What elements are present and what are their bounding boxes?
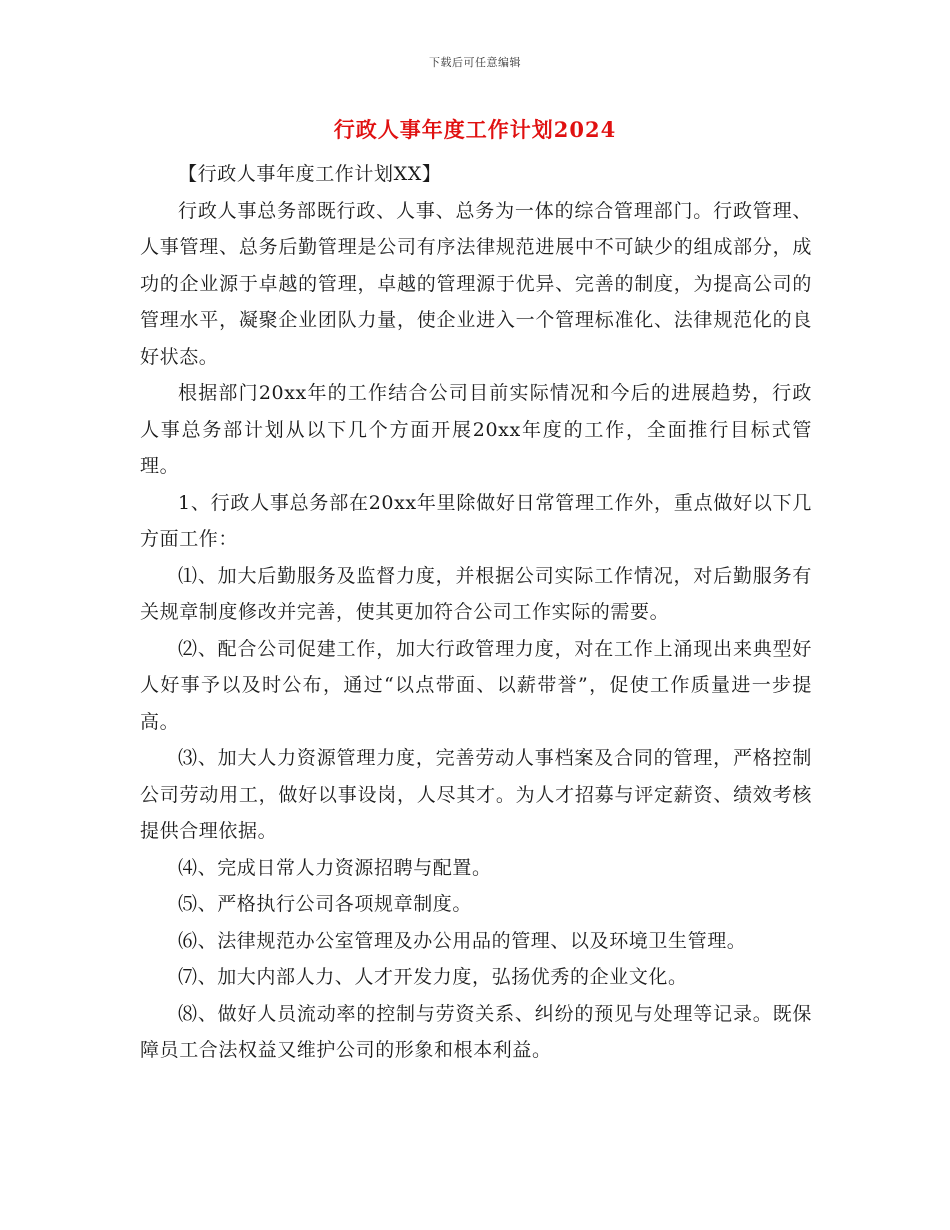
paragraph-subitem-3: ⑶、加大人力资源管理力度，完善劳动人事档案及合同的管理，严格控制公司劳动用工，做好以事设岗，人尽其才。为人才招募与评定薪资、绩效考核提供合理依据。 — [140, 747, 812, 842]
paragraph-subitem-7: ⑺、加大内部人力、人才开发力度，弘扬优秀的企业文化。 — [178, 966, 688, 988]
paragraph-subitem-4: ⑷、完成日常人力资源招聘与配置。 — [178, 856, 492, 879]
paragraph-plan: 根据部门20xx年的工作结合公司目前实际情况和今后的进展趋势，行政人事总务部计划从以下几个方面开展20xx年度的工作，全面推行目标式管理。 — [140, 382, 812, 477]
paragraph-subitem-8: ⑻、做好人员流动率的控制与劳资关系、纠纷的预见与处理等记录。既保障员工合法权益又维护公司的形象和根本利益。 — [140, 1002, 812, 1061]
paragraph-subitem-2: ⑵、配合公司促建工作，加大行政管理力度，对在工作上涌现出来典型好人好事予以及时公布，通过“以点带面、以薪带誉”，促使工作质量进一步提高。 — [140, 637, 812, 733]
header-note: 下载后可任意编辑 — [429, 56, 521, 69]
paragraph-heading: 【行政人事年度工作计划XX】 — [178, 163, 442, 185]
document-body — [140, 156, 812, 1069]
paragraph-item-1: 1、行政人事总务部在20xx年里除做好日常管理工作外，重点做好以下几方面工作： — [140, 491, 812, 550]
paragraph-subitem-6: ⑹、法律规范办公室管理及办公用品的管理、以及环境卫生管理。 — [178, 929, 747, 952]
document-title: 行政人事年度工作计划2024 — [333, 117, 617, 142]
paragraph-subitem-5: ⑸、严格执行公司各项规章制度。 — [178, 893, 473, 915]
paragraph-intro: 行政人事总务部既行政、人事、总务为一体的综合管理部门。行政管理、人事管理、总务后勤管理是公司有序法律规范进展中不可缺少的组成部分，成功的企业源于卓越的管理，卓越的管理源于优异、完善的制度，为提高公司的管理水平，凝聚企业团队力量，使企业进入一个管理标准化、法律规范化的良好状态。 — [140, 199, 812, 368]
paragraph-subitem-1: ⑴、加大后勤服务及监督力度，并根据公司实际工作情况，对后勤服务有关规章制度修改并完善，使其更加符合公司工作实际的需要。 — [140, 564, 812, 623]
